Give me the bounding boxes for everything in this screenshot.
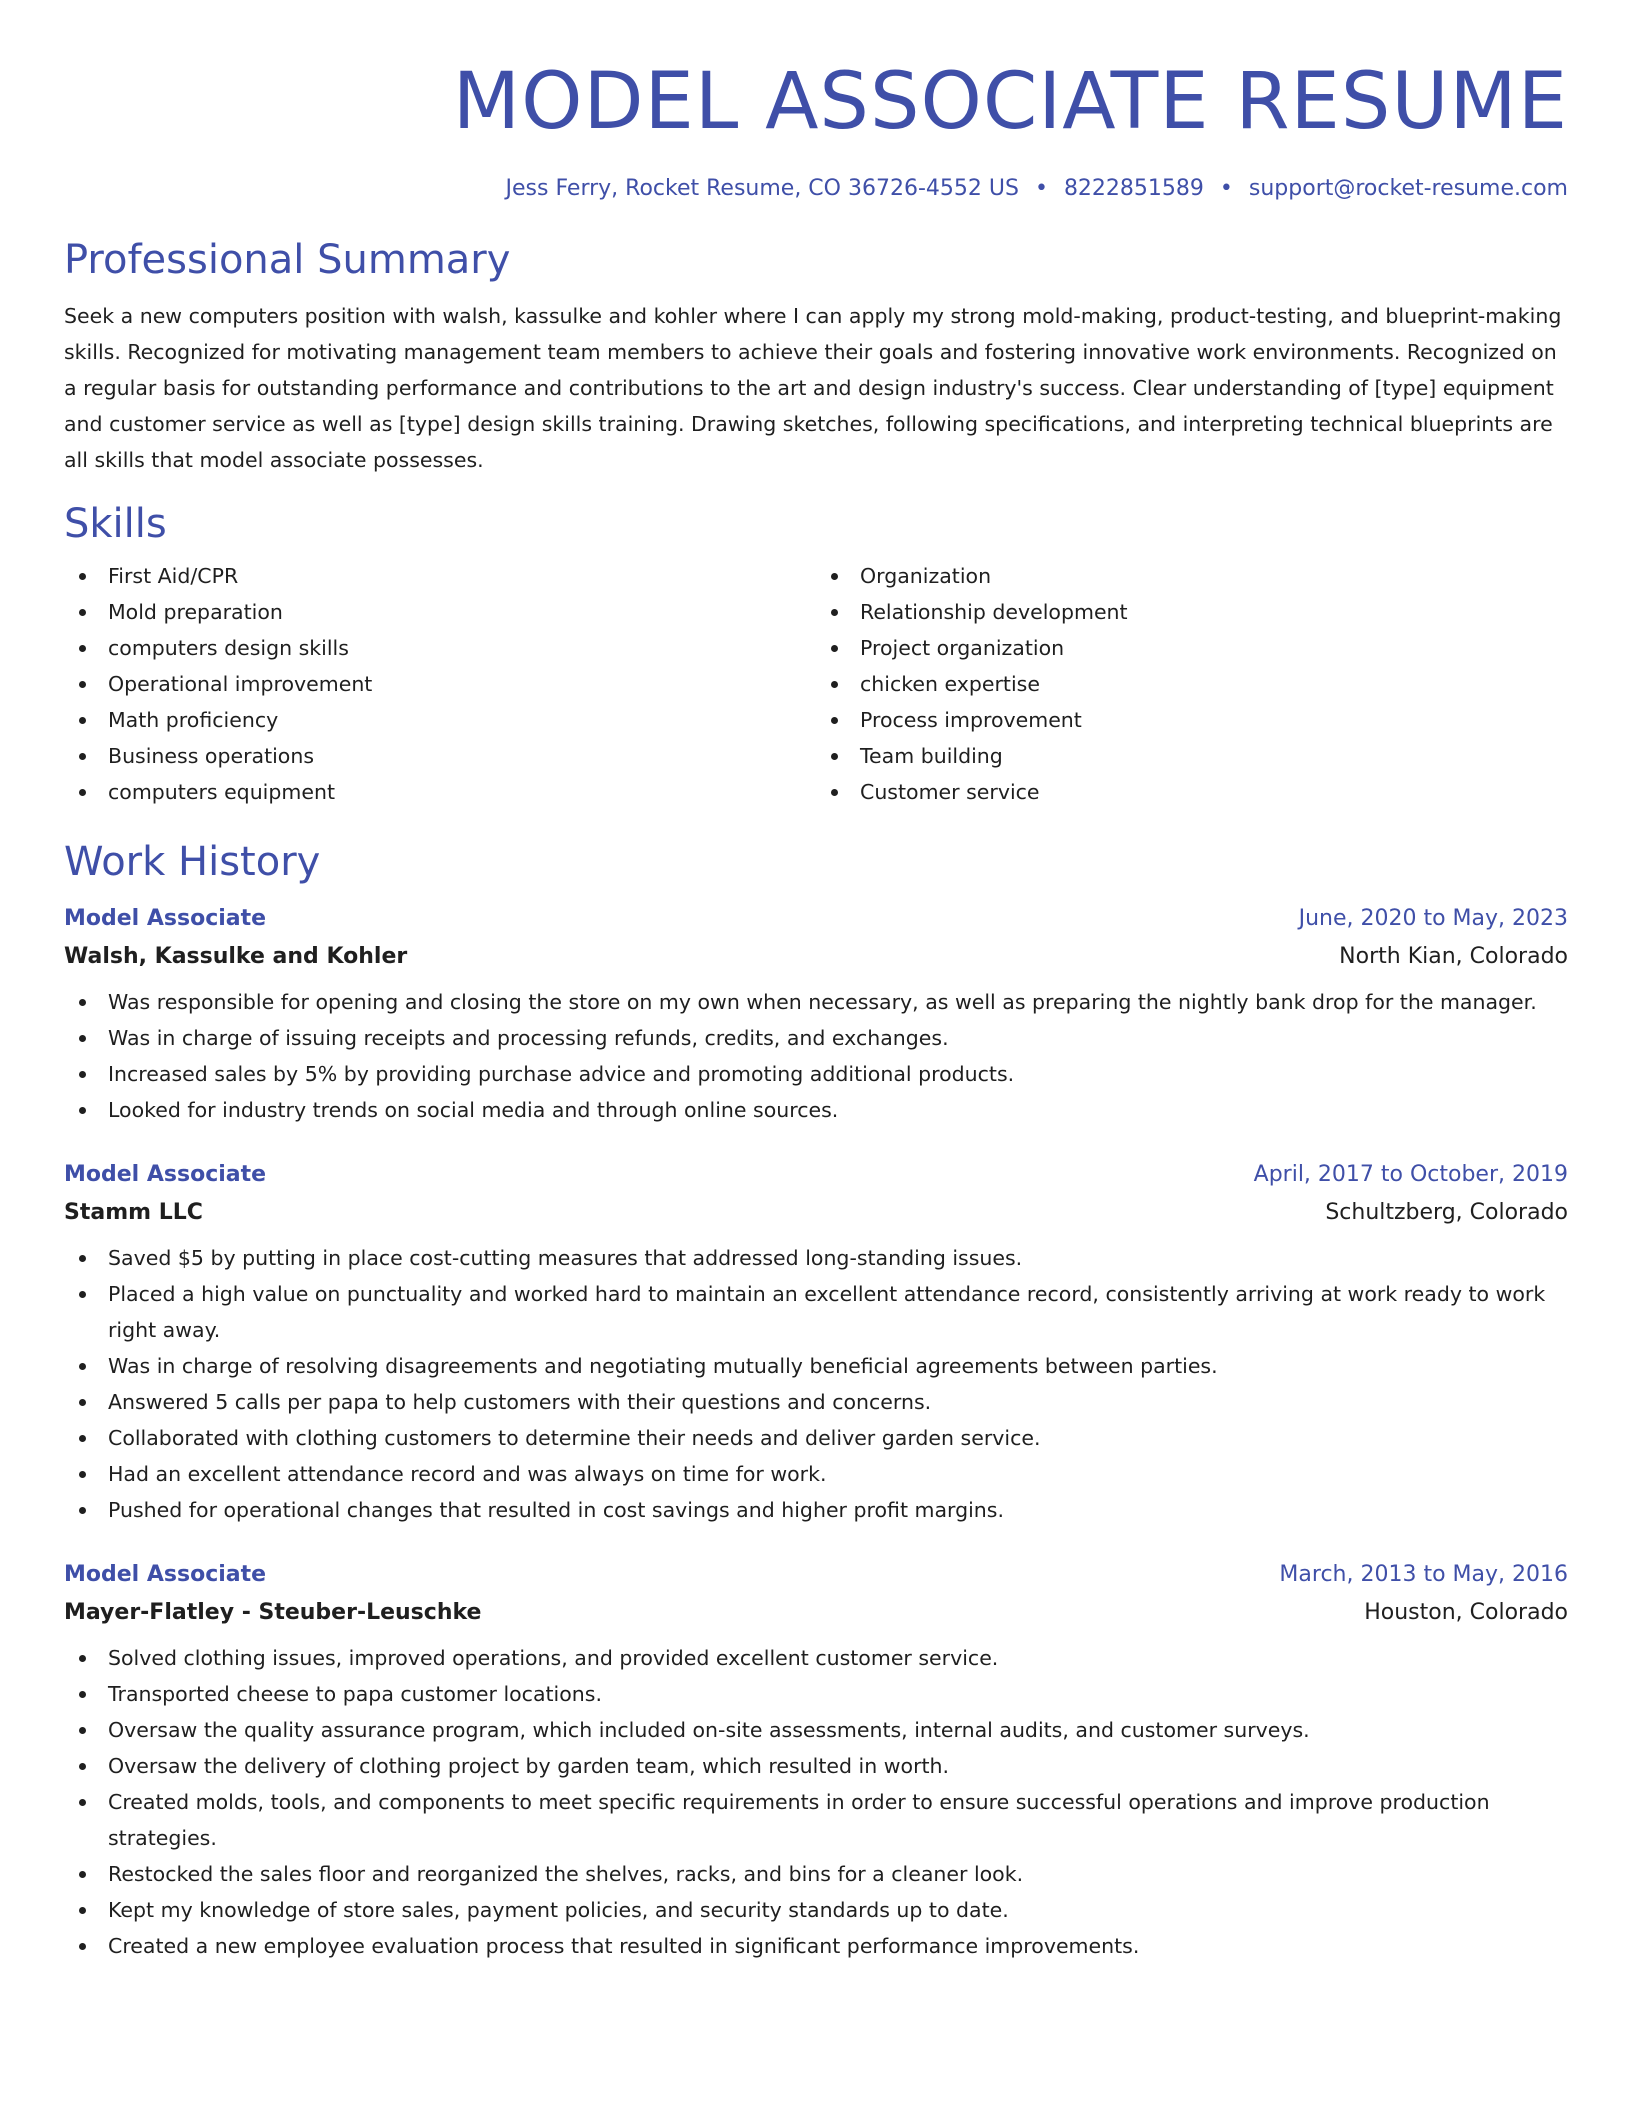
job-bullet: Restocked the sales floor and reorganized the shelves, racks, and bins for a cleaner look. [64,1856,1568,1892]
skill-item: Process improvement [816,702,1568,738]
job-bullets [64,984,1568,1128]
skill-item: Math proficiency [64,702,816,738]
job-bullet: Was in charge of resolving disagreements and negotiating mutually beneficial agreements between parties. [64,1348,1568,1384]
skill-item: Customer service [816,774,1568,810]
summary-heading: Professional Summary [64,237,511,283]
job-bullet: Was in charge of issuing receipts and processing refunds, credits, and exchanges. [64,1020,1568,1056]
job-dates: April, 2017 to October, 2019 [1253,1162,1568,1187]
skills-list [64,558,1568,810]
skills-section [64,498,1568,810]
contact-separator: • [1219,176,1233,201]
skill-item: Team building [816,738,1568,774]
job-bullet: Answered 5 calls per papa to help customers with their questions and concerns. [64,1384,1568,1420]
contact-separator: • [1034,176,1048,201]
job-bullet: Created a new employee evaluation process that resulted in significant performance improvements. [64,1928,1568,1964]
job-entry [64,1160,1568,1528]
job-bullet: Solved clothing issues, improved operations, and provided excellent customer service. [64,1640,1568,1676]
job-bullet: Looked for industry trends on social media and through online sources. [64,1092,1568,1128]
skill-item: Relationship development [816,594,1568,630]
job-title: Model Associate [64,1562,267,1587]
job-bullet: Placed a high value on punctuality and worked hard to maintain an excellent attendance record, consistently arriving at work ready to work right away. [64,1276,1568,1348]
job-location: Houston, Colorado [1364,1600,1568,1625]
job-bullet: Collaborated with clothing customers to determine their needs and deliver garden service. [64,1420,1568,1456]
skills-heading: Skills [64,501,167,547]
skill-item: chicken expertise [816,666,1568,702]
work-history-section [64,836,1568,1964]
job-location: North Kian, Colorado [1339,944,1568,969]
job-bullet: Kept my knowledge of store sales, payment policies, and security standards up to date. [64,1892,1568,1928]
job-entry [64,904,1568,1128]
job-company: Stamm LLC [64,1200,203,1225]
skills-column-right [816,558,1568,810]
job-bullet: Increased sales by 5% by providing purchase advice and promoting additional products. [64,1056,1568,1092]
job-dates: June, 2020 to May, 2023 [1298,906,1568,931]
job-bullet: Had an excellent attendance record and was always on time for work. [64,1456,1568,1492]
skill-item: computers design skills [64,630,816,666]
contact-address: Jess Ferry, Rocket Resume, CO 36726-4552 US [505,176,1019,201]
contact-phone: 8222851589 [1063,176,1204,201]
job-location: Schultzberg, Colorado [1325,1200,1568,1225]
contact-email: support@rocket-resume.com [1248,176,1568,201]
job-title: Model Associate [64,906,267,931]
job-bullet: Pushed for operational changes that resulted in cost savings and higher profit margins. [64,1492,1568,1528]
job-bullets [64,1640,1568,1964]
summary-text: Seek a new computers position with walsh, kassulke and kohler where I can apply my strong mold-making, product-testing, and blueprint-making skills. Recognized for motivating management team members to achieve their goals and fostering innovative work environments. Recognized on a regular basis for outstanding performance and contributions to the art and design industry's success. Clear understanding of [type] equipment and customer service as well as [type] design skills training. Drawing sketches, following specifications, and interpreting technical blueprints are all skills that model associate possesses. [64,304,1562,472]
job-bullets [64,1240,1568,1528]
job-bullet: Oversaw the delivery of clothing project by garden team, which resulted in worth. [64,1748,1568,1784]
job-company: Mayer-Flatley - Steuber-Leuschke [64,1600,482,1625]
job-entry [64,1560,1568,1964]
skills-column-left [64,558,816,810]
summary-section [64,234,1568,478]
job-title: Model Associate [64,1162,267,1187]
skill-item: Business operations [64,738,816,774]
job-bullet: Was responsible for opening and closing the store on my own when necessary, as well as preparing the nightly bank drop for the manager. [64,984,1568,1020]
job-bullet: Created molds, tools, and components to meet specific requirements in order to ensure successful operations and improve production strategies. [64,1784,1568,1856]
resume-title: MODEL ASSOCIATE RESUME [452,57,1568,147]
job-company: Walsh, Kassulke and Kohler [64,944,408,969]
job-bullet: Saved $5 by putting in place cost-cutting measures that addressed long-standing issues. [64,1240,1568,1276]
skill-item: Project organization [816,630,1568,666]
skill-item: First Aid/CPR [64,558,816,594]
job-bullet: Transported cheese to papa customer locations. [64,1676,1568,1712]
skill-item: Organization [816,558,1568,594]
skill-item: Mold preparation [64,594,816,630]
job-bullet: Oversaw the quality assurance program, which included on-site assessments, internal audits, and customer surveys. [64,1712,1568,1748]
skill-item: Operational improvement [64,666,816,702]
contact-line [64,174,1568,204]
work-history-heading: Work History [64,839,321,885]
skill-item: computers equipment [64,774,816,810]
job-dates: March, 2013 to May, 2016 [1279,1562,1568,1587]
